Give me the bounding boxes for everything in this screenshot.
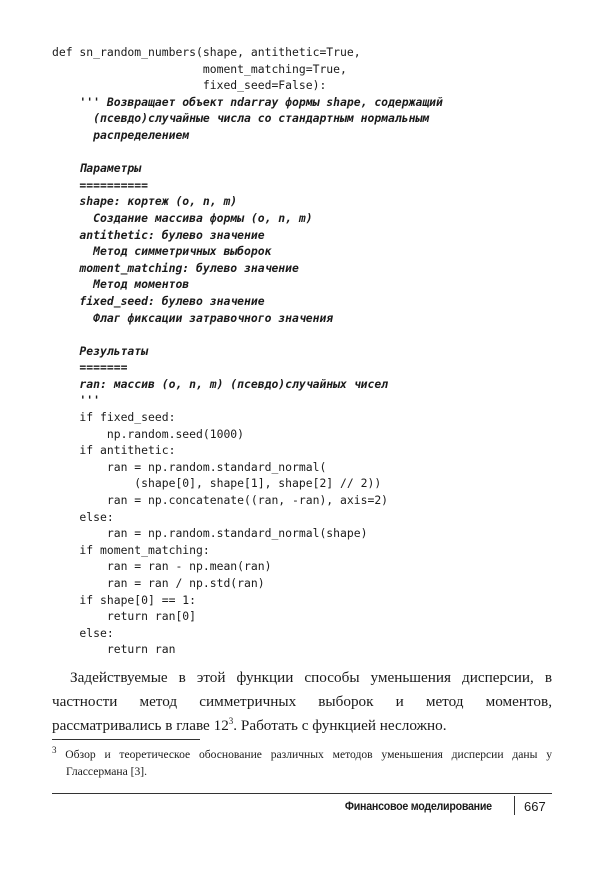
docstring-line: ========== xyxy=(52,177,149,192)
footer-separator xyxy=(514,796,515,815)
footnote-marker: 3 xyxy=(52,745,57,756)
code-line: if fixed_seed: xyxy=(52,410,176,425)
footnote-text: Обзор и теоретическое обоснование различных методов уменьшения дисперсии даны у Глассермана [3]. xyxy=(56,748,552,778)
docstring-line: Создание массива формы (o, n, m) xyxy=(52,210,313,225)
code-line: np.random.seed(1000) xyxy=(52,426,245,441)
docstring-line: Метод симметричных выборок xyxy=(52,244,272,259)
footnote-divider xyxy=(52,739,200,740)
code-line: ran = ran / np.std(ran) xyxy=(52,576,265,590)
footer-divider xyxy=(52,793,552,794)
docstring-line: Метод моментов xyxy=(52,277,190,292)
body-text-part: . Работать с функцией несложно. xyxy=(233,717,447,734)
code-line: ran = np.random.standard_normal(shape) xyxy=(52,526,368,541)
footnote-reference: 3 xyxy=(228,715,234,726)
code-line: if moment_matching: xyxy=(52,542,210,557)
code-line: else: xyxy=(52,625,114,640)
footnote xyxy=(52,746,552,780)
docstring-line: ''' xyxy=(52,393,101,408)
code-line: return ran[0] xyxy=(52,609,197,624)
docstring-line: antithetic: булево значение xyxy=(52,227,265,242)
docstring-line xyxy=(52,144,572,161)
docstring-line: moment_matching: булево значение xyxy=(52,260,299,275)
docstring-line: ran: массив (o, n, m) (псевдо)случайных чисел xyxy=(52,376,389,391)
code-line: fixed_seed=False): xyxy=(52,78,327,93)
docstring-line: Флаг фиксации затравочного значения xyxy=(52,310,334,325)
body-text-part: Задействуемые в этой функции способы уменьшения дисперсии, в частности метод симметричных выборок и метод моментов, рассматривались в главе 12 xyxy=(52,669,552,734)
code-line: def sn_random_numbers(shape, antithetic=True, xyxy=(52,45,361,59)
code-line: ran = ran - np.mean(ran) xyxy=(52,559,272,574)
code-line: if shape[0] == 1: xyxy=(52,592,197,607)
docstring-line: Результаты xyxy=(52,343,149,358)
code-line: moment_matching=True, xyxy=(52,61,347,76)
code-line: ran = np.concatenate((ran, -ran), axis=2) xyxy=(52,493,389,508)
code-line: else: xyxy=(52,509,114,524)
docstring-line: ======= xyxy=(52,360,128,375)
code-line: ran = np.random.standard_normal( xyxy=(52,459,327,474)
docstring-line: fixed_seed: булево значение xyxy=(52,293,265,308)
code-line: if antithetic: xyxy=(52,443,176,458)
docstring-line: распределением xyxy=(52,127,190,142)
docstring-line: (псевдо)случайные числа со стандартным нормальным xyxy=(52,111,430,126)
running-footer-title: Финансовое моделирование xyxy=(345,799,492,813)
code-line: return ran xyxy=(52,642,176,657)
docstring-line: shape: кортеж (o, n, m) xyxy=(52,194,238,209)
body-paragraph xyxy=(52,666,552,738)
docstring-line: ''' Возвращает объект ndarray формы shape, содержащий xyxy=(52,94,443,109)
docstring-line: Параметры xyxy=(52,161,142,176)
code-line: (shape[0], shape[1], shape[2] // 2)) xyxy=(52,476,382,491)
code-listing xyxy=(52,44,572,658)
page-number: 667 xyxy=(524,799,546,814)
docstring-line xyxy=(52,326,572,343)
